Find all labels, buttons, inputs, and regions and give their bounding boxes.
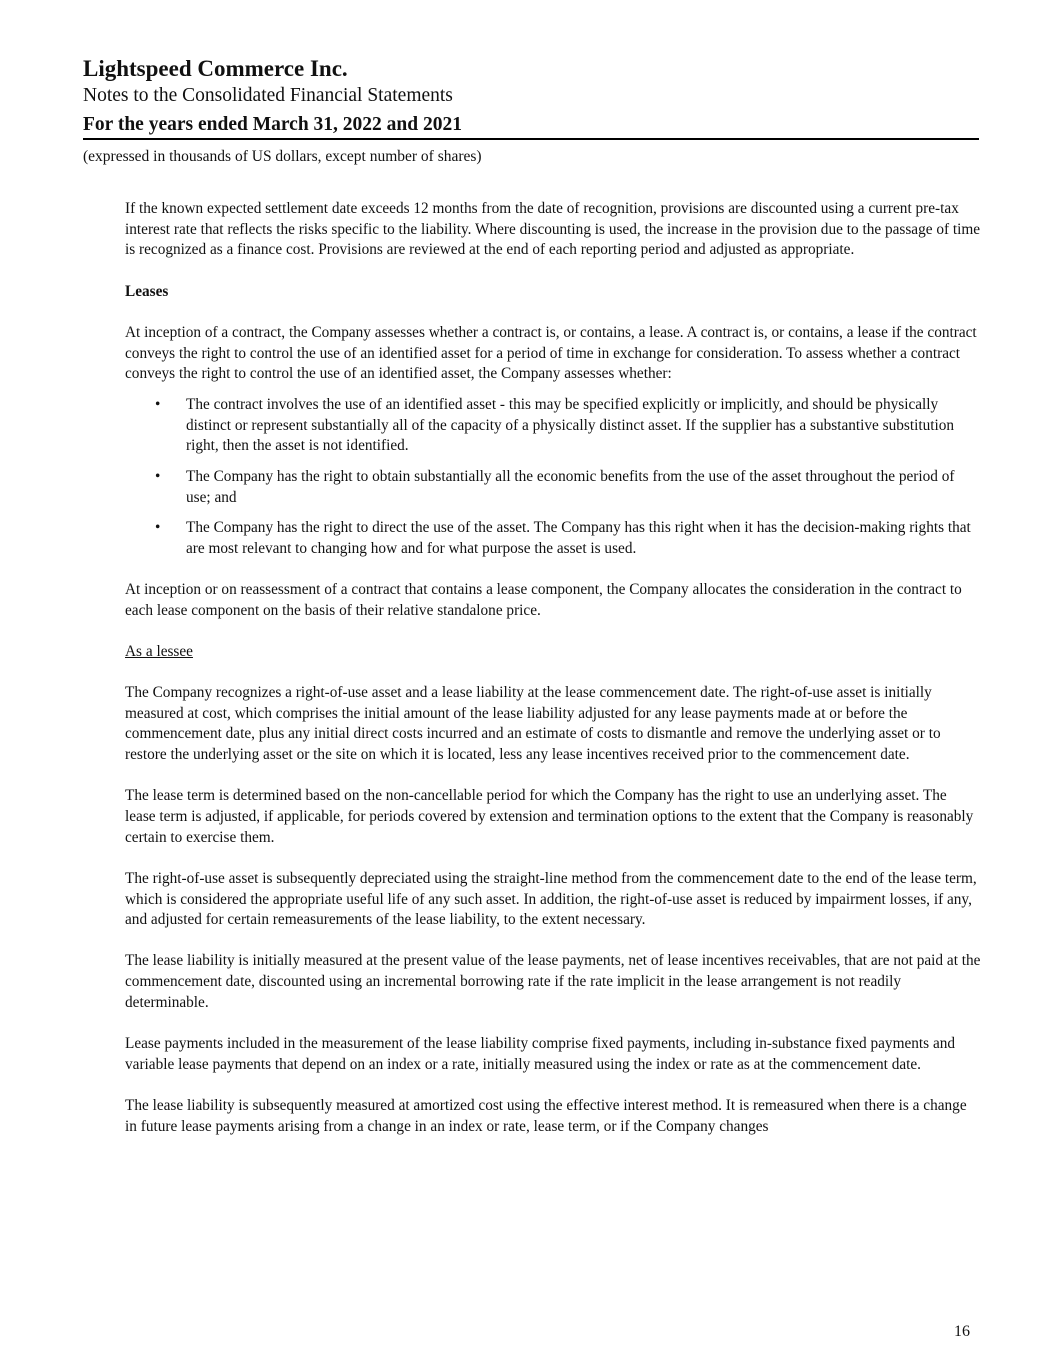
- leases-heading: Leases: [125, 282, 169, 300]
- list-item-text: The Company has the right to obtain substantially all the economic benefits from the use of the asset throughout the period of use; and: [186, 468, 955, 506]
- lessee-paragraph: The lease term is determined based on the non-cancellable period for which the Company has the right to use an underlying asset. The lease term is adjusted, if applicable, for periods covered by extension and termination options to the extent that the Company is reasonably certain to exercise them.: [125, 787, 974, 846]
- provisions-paragraph: If the known expected settlement date exceeds 12 months from the date of recognition, provisions are discounted using a current pre-tax interest rate that reflects the risks specific to the liability. Where discounting is used, the increase in the provision due to the passage of time is recognized as a finance cost. Provisions are reviewed at the end of each reporting period and adjusted as appropriate.: [125, 200, 981, 259]
- lessee-paragraph: The Company recognizes a right-of-use asset and a lease liability at the lease commencement date. The right-of-use asset is initially measured at cost, which comprises the initial amount of the lease liability adjusted for any lease payments made at or before the commencement date, plus any initial direct costs incurred and an estimate of costs to dismantle and remove the underlying asset or to restore the underlying asset or the site on which it is located, less any lease incentives received prior to the commencement date.: [125, 683, 941, 764]
- leases-intro-paragraph: At inception of a contract, the Company assesses whether a contract is, or contains, a lease. A contract is, or contains, a lease if the contract conveys the right to control the use of an identified asset for a period of time in exchange for consideration. To assess whether a contract conveys the right to control the use of an identified asset, the Company assesses whether:: [125, 323, 977, 383]
- list-item: [125, 518, 981, 559]
- lessee-paragraph: The right-of-use asset is subsequently depreciated using the straight-line method from the commencement date to the end of the lease term, which is considered the appropriate useful life of any such asset. In addition, the right-of-use asset is reduced by impairment losses, if any, and adjusted for certain remeasurements of the lease liability, to the extent necessary.: [125, 869, 977, 929]
- page-number: 16: [954, 1323, 970, 1340]
- header-rule: [83, 138, 979, 140]
- bullet-icon: •: [155, 468, 161, 486]
- lessee-subheading: As a lessee: [125, 642, 193, 660]
- notes-body: [125, 199, 981, 1158]
- list-item: [125, 467, 981, 508]
- lessee-paragraph: The lease liability is initially measured at the present value of the lease payments, net of lease incentives receivables, that are not paid at the commencement date, discounted using an incremental borrowing rate if the rate implicit in the lease arrangement is not readily determinable.: [125, 952, 981, 1011]
- units-note: (expressed in thousands of US dollars, except number of shares): [83, 148, 482, 165]
- reporting-period: For the years ended March 31, 2022 and 2021: [83, 114, 462, 135]
- lessee-paragraph: The lease liability is subsequently measured at amortized cost using the effective interest method. It is remeasured when there is a change in future lease payments arising from a change in an index or rate, lease term, or if the Company changes: [125, 1097, 967, 1135]
- bullet-icon: •: [155, 519, 161, 537]
- document-subtitle: Notes to the Consolidated Financial Statements: [83, 85, 453, 106]
- list-item: [125, 395, 981, 457]
- list-item-text: The Company has the right to direct the use of the asset. The Company has this right when it has the decision-making rights that are most relevant to changing how and for what purpose the asset is used.: [186, 519, 971, 558]
- lease-criteria-list: [125, 395, 981, 560]
- company-name: Lightspeed Commerce Inc.: [83, 56, 348, 81]
- bullet-icon: •: [155, 395, 161, 413]
- allocation-paragraph: At inception or on reassessment of a contract that contains a lease component, the Company allocates the consideration in the contract to each lease component on the basis of their relative standalone price.: [125, 580, 962, 619]
- lessee-paragraph: Lease payments included in the measurement of the lease liability comprise fixed payments, including in-substance fixed payments and variable lease payments that depend on an index or a rate, initially measured using the index or rate as at the commencement date.: [125, 1035, 956, 1073]
- list-item-text: The contract involves the use of an identified asset - this may be specified explicitly or implicitly, and should be physically distinct or represent substantially all of the capacity of a physically distinct asset. If the supplier has a substantive substitution right, then the asset is not identified.: [186, 395, 955, 455]
